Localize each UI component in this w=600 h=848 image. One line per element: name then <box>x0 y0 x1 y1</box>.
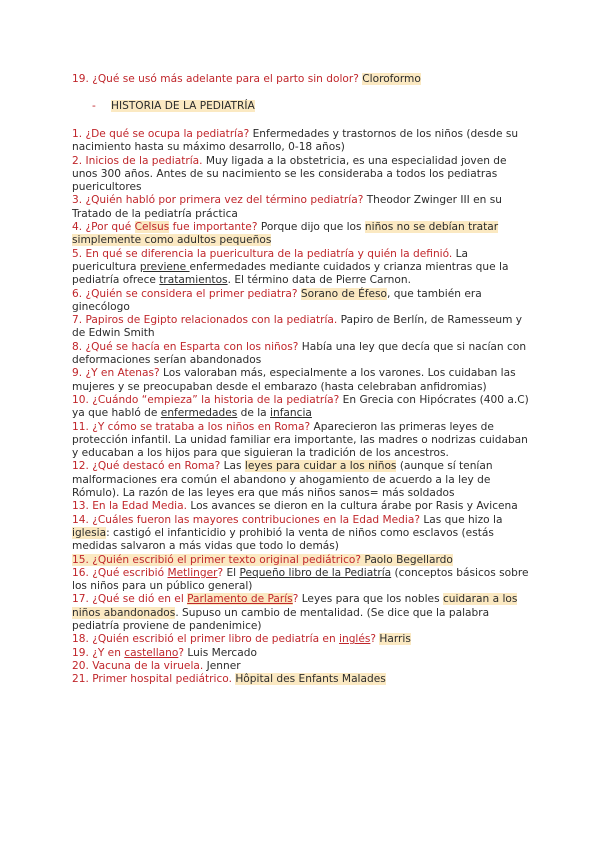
item-9 <box>72 367 532 394</box>
item-10-answer-underline-1: enfermedades <box>160 407 238 420</box>
item-16-question-a: 16. ¿Qué escribió <box>72 566 168 579</box>
item-17-question-a: 17. ¿Qué se dió en el <box>72 593 188 606</box>
item-15-question: 15. ¿Quién escribió el primer texto original pediátrico? <box>72 553 362 566</box>
item-3-answer: Theodor Zwinger III en su Tratado de la pediatría práctica <box>72 194 502 220</box>
item-12-answer-a: Las <box>220 460 245 473</box>
item-13-answer: Los avances se dieron en la cultura árabe por Rasis y Avicena <box>186 500 518 513</box>
item-17-answer-a: Leyes para que los nobles <box>298 593 443 606</box>
item-9-answer: Los valoraban más, especialmente a los varones. Los cuidaban las mujeres y se preocupaban desde el embarazo (hasta celebraban anfidromias) <box>72 367 516 393</box>
item-11 <box>72 421 532 461</box>
item-6 <box>72 288 532 315</box>
item-5-answer-underline-2: tratamientos <box>159 274 228 287</box>
items-list <box>72 128 532 686</box>
item-18-question-a: 18. ¿Quién escribió el primer libro de pediatría en <box>72 633 340 646</box>
item-5-question: 5. En qué se diferencia la puericultura de la pediatría y quién la definió. <box>72 247 453 260</box>
item-17 <box>72 593 532 633</box>
item-15-answer: Paolo Begellardo <box>364 553 453 566</box>
item-11-question: 11. ¿Y cómo se trataba a los niños en Roma? <box>72 420 311 433</box>
item-4-answer-a: Porque dijo que los <box>257 221 365 234</box>
item-14-question: 14. ¿Cuáles fueron las mayores contribuciones en la Edad Media? <box>72 513 420 526</box>
item-16-answer-a: El <box>223 566 240 579</box>
item-20-answer: Jenner <box>203 659 241 672</box>
item-2 <box>72 155 532 195</box>
item-7-answer: Papiro de Berlín, de Ramesseum y de Edwin Smith <box>72 314 523 340</box>
item-1 <box>72 128 532 155</box>
item-16-answer-b: (conceptos básicos sobre los niños para un público general) <box>72 566 529 593</box>
q19-top-question: 19. ¿Qué se usó más adelante para el parto sin dolor? <box>72 73 359 85</box>
item-12 <box>72 460 532 500</box>
item-12-question: 12. ¿Qué destacó en Roma? <box>72 460 221 473</box>
item-5 <box>72 248 532 288</box>
item-5-answer-underline-1: previene <box>139 260 190 273</box>
item-17-question-highlight: Parlamento de París <box>187 593 293 606</box>
item-16-question-underline: Metlinger <box>167 566 218 579</box>
item-17-answer-b: . Supuso un cambio de mentalidad. (Se dice que la palabra pediatría proviene de pandenimice) <box>72 606 490 632</box>
item-8 <box>72 341 532 368</box>
item-16-answer-underline: Pequeño libro de la Pediatría <box>239 566 392 579</box>
item-3 <box>72 194 532 221</box>
item-21-question: 21. Primer hospital pediátrico. <box>72 673 232 686</box>
item-21-answer-highlight: Hôpital des Enfants Malades <box>235 673 386 686</box>
item-2-question: 2. Inicios de la pediatría. <box>72 154 203 167</box>
item-4-question-b: fue importante? <box>169 221 258 234</box>
item-13 <box>72 500 532 513</box>
q19-top-answer: Cloroformo <box>362 73 421 85</box>
item-19-question-b: ? <box>178 646 184 659</box>
item-14-answer-b: : castigó el infanticidio y prohibió la venta de niños como esclavos (estás medidas salvaron a más vidas que todo lo demás) <box>72 526 494 553</box>
item-6-answer: , que también era ginecólogo <box>72 287 482 313</box>
item-21 <box>72 673 532 686</box>
item-10 <box>72 394 532 421</box>
item-4-question-a: 4. ¿Por qué <box>72 221 135 234</box>
item-1-question: 1. ¿De qué se ocupa la pediatría? <box>72 128 250 140</box>
item-18-answer-highlight: Harris <box>379 633 411 646</box>
item-5-answer-b: enfermedades mediante cuidados y crianza mientras que la pediatría ofrece <box>72 260 509 287</box>
item-7-question: 7. Papiros de Egipto relacionados con la pediatría. <box>72 314 338 327</box>
item-11-answer: Aparecieron las primeras leyes de protección infantil. La unidad familiar era importante, las madres o nodrizas cuidaban y educaban a los hijos para que siguieran la tradición de los ancestros. <box>72 420 528 460</box>
item-5-answer-c: . El término data de Pierre Carnon. <box>227 274 411 287</box>
item-14-answer-a: Las que hizo la <box>419 513 503 526</box>
item-3-question: 3. ¿Quién habló por primera vez del término pediatría? <box>72 194 364 207</box>
item-18-question-underline: inglés <box>339 633 371 646</box>
item-8-question: 8. ¿Qué se hacía en Esparta con los niños? <box>72 340 299 353</box>
item-4-answer-highlight: niños no se debían tratar simplemente como adultos pequeños <box>72 221 499 247</box>
section-heading <box>92 100 255 113</box>
item-13-question: 13. En la Edad Media. <box>72 500 187 513</box>
item-14 <box>72 514 532 554</box>
item-15 <box>72 554 453 566</box>
item-4 <box>72 221 532 248</box>
item-19-question-a: 19. ¿Y en <box>72 646 125 659</box>
item-4-question-highlight: Celsus <box>134 221 170 234</box>
item-10-answer-a: En Grecia con Hipócrates (400 a.C) ya que habló de <box>72 393 529 420</box>
item-10-answer-b: de la <box>237 407 271 420</box>
item-12-answer-highlight: leyes para cuidar a los niños <box>244 460 397 473</box>
item-16 <box>72 567 532 594</box>
item-18 <box>72 633 532 646</box>
heading-bullet: - <box>92 100 96 112</box>
item-8-answer: Había una ley que decía que si nacían con deformaciones serían abandonados <box>72 340 527 367</box>
item-19 <box>72 647 532 660</box>
item-1-answer: Enfermedades y trastornos de los niños (desde su nacimiento hasta su máximo desarrollo, 0-18 años) <box>72 128 519 154</box>
item-2-answer: Muy ligada a la obstetricia, es una especialidad joven de unos 300 años. Antes de su nacimiento se les consideraba a todos los pediatras puericultores <box>72 154 507 194</box>
item-17-answer-highlight: cuidaran a los niños abandonados <box>72 593 518 619</box>
item-10-answer-underline-2: infancia <box>270 407 312 420</box>
item-6-question: 6. ¿Quién se considera el primer pediatra? <box>72 287 298 300</box>
item-6-answer-highlight: Sorano de Éfeso <box>300 287 388 300</box>
item-17-question-b: ? <box>292 593 299 606</box>
item-20-question: 20. Vacuna de la viruela. <box>72 659 204 672</box>
item-5-answer-a: La puericultura <box>72 247 469 273</box>
item-19-question-underline: castellano <box>124 646 179 659</box>
item-10-question: 10. ¿Cuándo “empieza” la historia de la pediatría? <box>72 393 340 406</box>
item-18-question-b: ? <box>370 633 377 646</box>
item-14-answer-highlight: iglesia <box>72 526 107 539</box>
item-7 <box>72 314 532 341</box>
item-19-answer: Luis Mercado <box>184 646 257 659</box>
heading-title: HISTORIA DE LA PEDIATRÍA <box>111 100 255 112</box>
item-20 <box>72 660 532 673</box>
item-16-question-b: ? <box>217 566 224 579</box>
q19-top-line <box>72 73 532 86</box>
item-9-question: 9. ¿Y en Atenas? <box>72 367 160 380</box>
item-12-answer-b: (aunque sí tenían malformaciones era común el abandono y ahogamiento de acuerdo a la ley de Rómulo). La razón de las leyes era que más niños sanos= más soldados <box>72 460 493 500</box>
